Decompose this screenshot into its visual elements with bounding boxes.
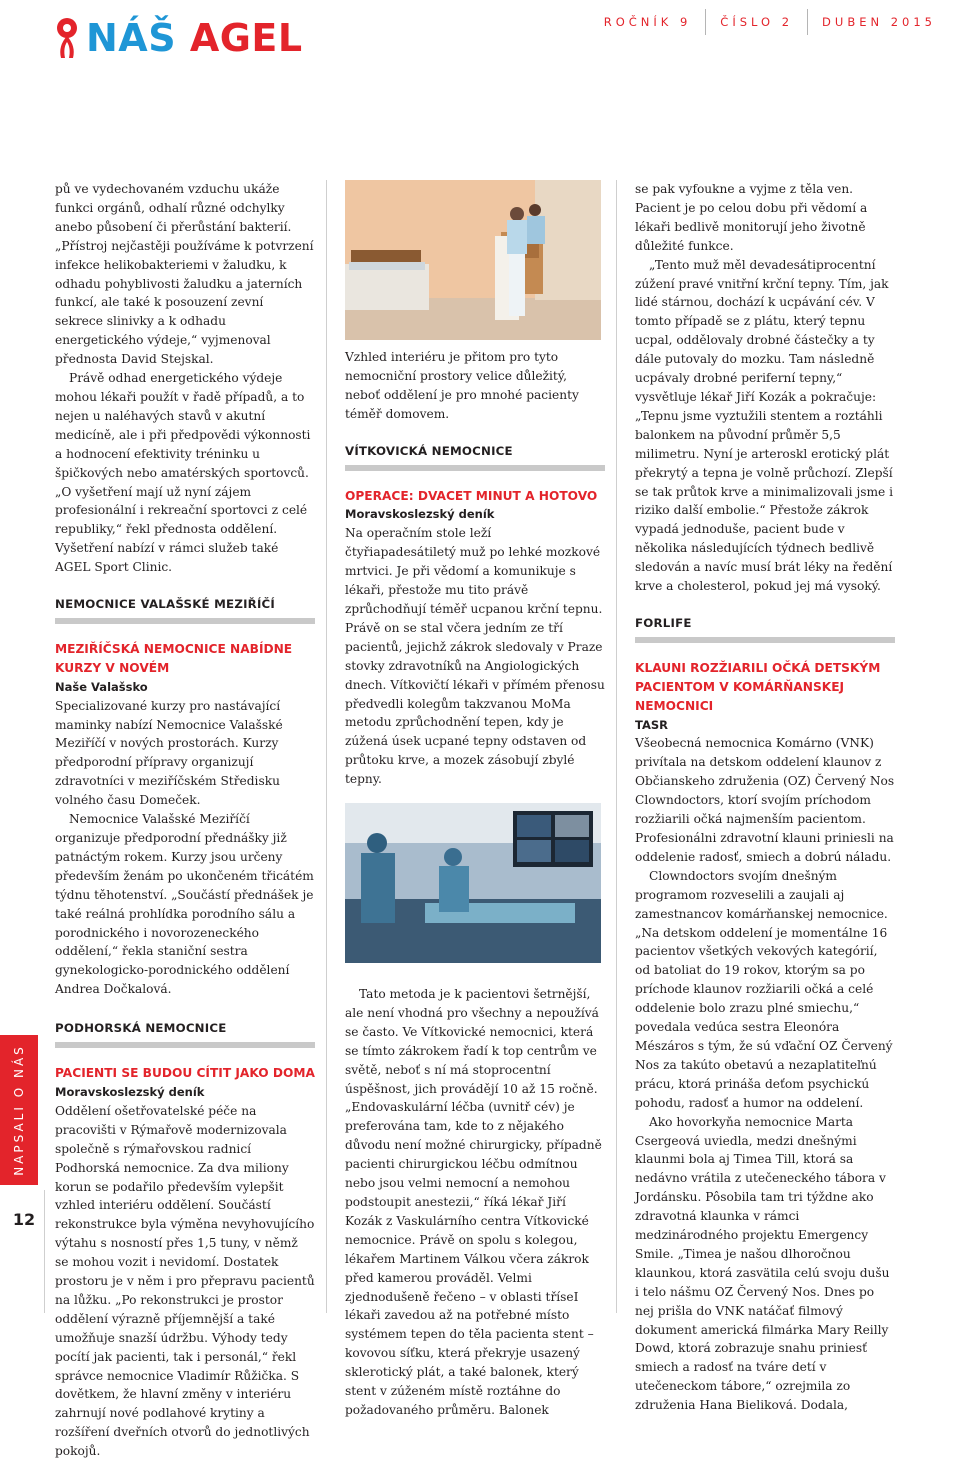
- issue-number: ČÍSLO 2: [720, 15, 794, 29]
- page-number-divider: [44, 1190, 45, 1313]
- article-source: Naše Valašsko: [55, 679, 148, 694]
- article-text: Specializované kurzy pro nastávající maminky nabízí Nemocnice Valašské Meziříčí v nových prostorách. Kurzy předporodní přípravy organizují zdravotníci v meziříčském Středisku volného času Domeček.: [55, 698, 283, 808]
- article-source: TASR: [635, 717, 668, 732]
- logo: [54, 16, 303, 60]
- page-number: 12: [12, 1210, 36, 1229]
- issue-separator: [807, 9, 808, 35]
- article-source: Moravskoslezský deník: [345, 507, 495, 522]
- section-ribbon-label: NAPSALI O NÁS: [12, 1044, 27, 1176]
- hospital-room-photo: [345, 180, 601, 340]
- article-headline: OPERACE: DVACET MINUT A HOTOVO: [345, 488, 598, 503]
- column-3: [635, 180, 895, 1415]
- logo-nas: NÁŠ: [86, 16, 177, 60]
- hospital-room-illustration: [345, 180, 601, 340]
- issue-volume: ROČNÍK 9: [603, 15, 692, 29]
- logo-wordmark: [86, 16, 303, 60]
- agel-logo-icon: [54, 16, 80, 60]
- article-text: Vzhled interiéru je přitom pro tyto nemocniční prostory velice důležitý, neboť oddělení je pro mnohé pacienty téměř domovem.: [345, 350, 579, 421]
- article-text: Nemocnice Valašské Meziříčí organizuje předporodní přednášky již patnáctým rokem. Kurzy jsou určeny především ženám po ukončeném třicátém týdnu těhotenství. „Součástí přednášek je také reálná prohlídka porodního sálu a porodnického i novorozeneckého oddělení,“ řekla staniční sestra gynekologicko-porodnického oddělení Andrea Dočkalová.: [55, 812, 314, 997]
- article-source: Moravskoslezský deník: [55, 1084, 205, 1099]
- column-2: [345, 180, 605, 1420]
- article-text: Právě odhad energetického výdeje mohou lékaři použít v řadě případů, a to nejen u naléhavých stavů v akutní medicíně, ale i při předpovědi výkonnosti a hodnocení efektivity tréninku u špičkových nebo amatérských sportovců. „O vyšetření mají už nyní zájem profesionální i rekreační sportovci z celé republiky,“ řekl přednosta oddělení. Vyšetření nabízí v rámci služeb také AGEL Sport Clinic.: [55, 371, 311, 575]
- section-heading: PODHORSKÁ NEMOCNICE: [55, 1019, 315, 1048]
- article-text: Clowndoctors svojím dnešným programom rozveselili a zaujali aj zamestnancov komárňanskej nemocnice. „Na detskom oddelení je momentálne 16 pacientov všetkých vekových kategórií, od batoliat do 19 rokov, ktorým sa po príchode klaunov rozžiarili očká a celé oddelenie bolo zrazu plné smiechu,“ povedala vedúca sestra Eleonóra Mészáros s tým, že sú vďační OZ Červený Nos za takúto obetavú a nezaplatiteľnú prácu, ktorá prináša deťom psychickú pohodu, radosť a humor na oddelení.: [635, 868, 893, 1110]
- section-heading: FORLIFE: [635, 614, 895, 643]
- logo-agel: AGEL: [189, 16, 303, 60]
- operating-room-illustration: [345, 803, 601, 963]
- article-headline: PACIENTI SE BUDOU CÍTIT JAKO DOMA: [55, 1066, 315, 1081]
- issue-info: [604, 13, 936, 31]
- issue-separator: [705, 9, 706, 35]
- article-text: se pak vyfoukne a vyjme z těla ven. Pacient je po celou dobu při vědomí a lékaři bedlivě monitorují jeho životně důležité funkce.: [635, 182, 868, 253]
- article-text: Oddělení ošetřovatelské péče na pracovišti v Rýmařově modernizovala společně s rýmařovskou radnicí Podhorská nemocnice. Za dva miliony korun se podařilo především vylepšit vzhled interiéru oddělení. Součástí rekonstrukce byla výměna nevyhovujícího výtahu s nosností přes 1,5 tuny, v němž se mohou vozit i nevidomí. Dostatek prostoru je v něm i pro přepravu pacientů na lůžku. „Po rekonstrukci je prostor oddělení výrazně příjemnější a také umožňuje snazší údržbu. Výhody tedy pocítí jak pacienti, tak i personál,“ řekl správce nemocnice Vladimír Růžička. S dovětkem, že hlavní změny v interiéru zahrnují nové podlahové krytiny a rozšíření dveřních otvorů do jednotlivých pokojů.: [55, 1103, 315, 1459]
- article-text: Všeobecná nemocnica Komárno (VNK) privítala na detskom oddelení klaunov z Občianskeho združenia (OZ) Červený Nos Clowndoctors, ktorí svojím príchodom rozžiarili očká najmenším pacientom. Profesionálni zdravotní klauni priniesli na oddelenie radosť, smiech a dobrú náladu.: [635, 736, 895, 864]
- article-headline: MEZIŘÍČSKÁ NEMOCNICE NABÍDNE KURZY V NOVÉM: [55, 641, 293, 675]
- section-ribbon: [0, 1035, 38, 1185]
- article-headline: KLAUNI ROZŽIARILI OČKÁ DETSKÝM PACIENTOM V KOMÁRŇANSKEJ NEMOCNICI: [635, 660, 881, 713]
- section-heading: VÍTKOVICKÁ NEMOCNICE: [345, 442, 605, 471]
- operating-room-photo: [345, 803, 601, 963]
- article-text: „Tento muž měl devadesátiprocentní zúžení pravé vnitřní krční tepny. Tím, jak lidé stárnou, dochází k ucpávání cév. V tomto případě se z plátu, který tepnu ucpal, oddělovaly drobné částečky a ty dále putovaly do mozku. Tam následně ucpávaly drobné periferní tepny,“ vysvětluje lékař Jiří Kozák a pokračuje: „Tepnu jsme vyztužili stentem a roztáhli balonkem na původní průměr 5,5 milimetru. Nyní je arteroskl erotický plát překrytý a tepna je volně průchozí. Zlepší se tak průtok krve a minimalizovali jsme i riziko další embolie.“ Přestože zákrok vypadá jednoduše, pacient bude v několika následujících týdnech bedlivě sledován a navíc musí brát léky na ředění krve a cholesterol, pokud jej má vysoký.: [635, 257, 894, 594]
- column-1: [55, 180, 315, 1461]
- section-heading: NEMOCNICE VALAŠSKÉ MEZIŘÍČÍ: [55, 595, 315, 624]
- article-text: pů ve vydechovaném vzduchu ukáže funkci orgánů, odhalí různé odchylky anebo působení či přerůstání bakterií. „Přístroj nejčastěji používáme k potvrzení infekce helikobakteriemi v žaludku, k odhadu pohyblivosti žaludku a jaterních funkcí, ale také k posouzení zevní sekrece slinivky a k odhadu energetického výdeje,“ vyjmenoval přednosta David Stejskal.: [55, 182, 314, 367]
- article-text: Tato metoda je k pacientovi šetrnější, ale není vhodná pro všechny a nepoužívá se často. Ve Vítkovické nemocnici, která se tímto zákrokem řadí k top centrům ve světě, neboť s ní má stoprocentní úspěšnost, jich provádějí 10 až 15 ročně. „Endovaskulární léčba (uvnitř cév) je preferována tam, kde to z nějakého důvodu není možné chirurgicky, případně pacienti chirurgickou léčbu odmítnou nebo jsou velmi nemocní a nemohou podstoupit anestezii,“ říká lékař Jiří Kozák z Vaskulárního centra Vítkovické nemocnice. Právě on spolu s kolegou, lékařem Martinem Válkou včera zákrok před kamerou prováděl. Velmi zjednodušeně řečeno – v oblasti tříseI lékaři zavedou až na potřebné místo systémem tepen do těla pacienta stent – kovovou síťku, která překryje usazený sklerotický plát, a také balonek, který stent v zúženém místě roztáhne do požadovaného průměru. Balonek: [345, 987, 602, 1417]
- column-divider: [326, 180, 327, 1313]
- article-text: Ako hovorkyňa nemocnice Marta Csergeová uviedla, medzi dnešnými klaunmi bola aj Timea Till, ktorá sa nedávno vrátila z utečeneckého tábora v Jordánsku. Pôsobila tam tri týždne ako zdravotná klaunka v rámci medzinárodného projektu Emergency Smile. „Timea je našou dlhoročnou klaunkou, ktorá zasvätila celú svoju dušu i telo nášmu OZ Červený Nos. Dnes po nej prišla do VNK natáčať filmový dokument americká filmárka Mary Reilly Dowd, ktorá zobrazuje snahu priniesť smiech a radosť na tváre detí v utečeneckom tábore,“ ozrejmila zo združenia Hana Bieliková. Dodala,: [635, 1114, 890, 1413]
- column-divider: [616, 180, 617, 1313]
- issue-date: DUBEN 2015: [822, 15, 936, 29]
- article-text: Na operačním stole leží čtyřiapadesátiletý muž po lehké mozkové mrtvici. Je při vědomí a komunikuje s lékaři, přestože mu tito právě zprůchodňují téměř ucpanou krční tepnu. Právě on se stal včera jedním ze tří pacientů, jejichž zákrok sledovaly v Praze stovky zdravotníků na Angiologických dnech. Vítkovičtí lékaři v přímém přenosu předvedli kolegům takzvanou MoMa metodu zprůchodnění tepen, kdy je zúžená úsek ucpané tepny odstaven od průtoku krve, a mozek zásobují zbylé tepny.: [345, 526, 605, 787]
